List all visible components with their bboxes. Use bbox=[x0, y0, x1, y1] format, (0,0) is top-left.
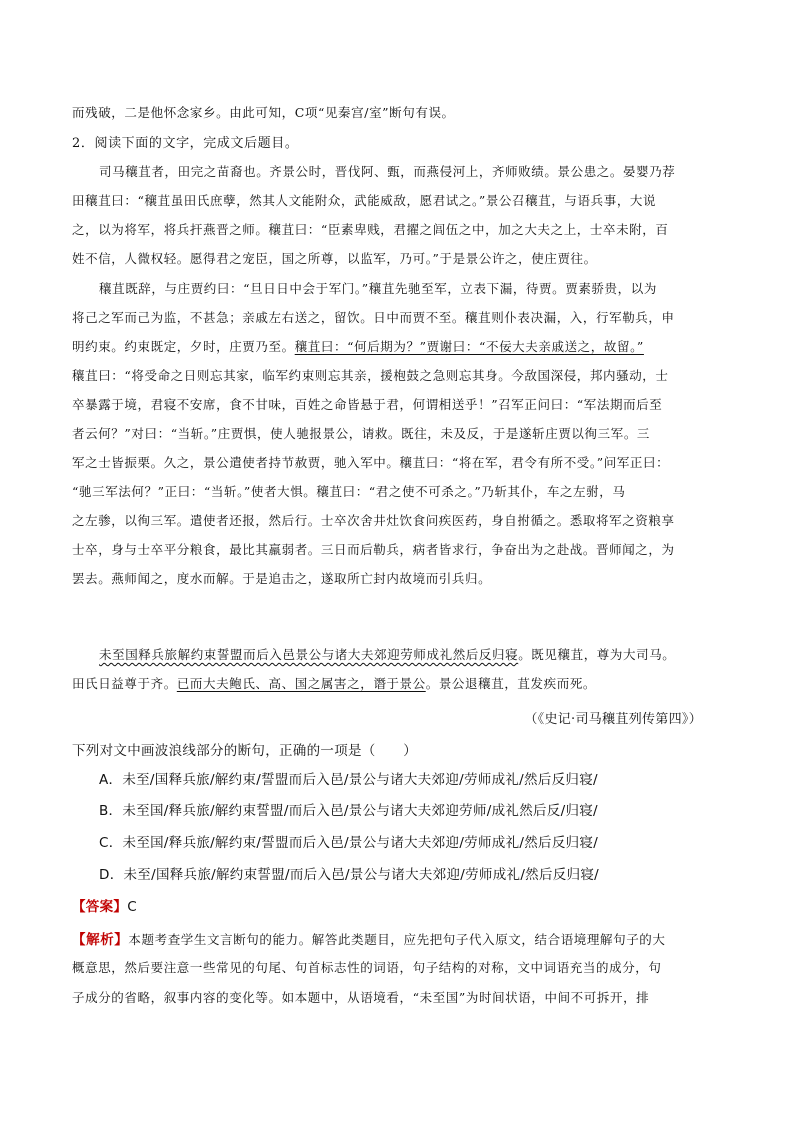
passage-p3-line-6: 之左骖，以徇三军。遣使者还报，然后行。士卒次舍井灶饮食问疾医药，身自拊循之。悉取将军之资粮享 bbox=[72, 513, 675, 528]
passage-p1-line-3: 之，以为将军，将兵扞燕晋之师。穰苴曰：“臣素卑贱，君擢之闾伍之中，加之大夫之上，士卒未附，百 bbox=[72, 222, 669, 237]
passage-p1-line-1: 司马穰苴者，田完之苗裔也。齐景公时，晋伐阿、甄，而燕侵河上，齐师败绩。景公患之。晏婴乃荐 bbox=[99, 164, 676, 179]
analysis-first-line: 本题考查学生文言断句的能力。解答此类题目，应先把句子代入原文，结合语境理解句子的大 bbox=[128, 932, 666, 947]
underlined-sentence: 已而大夫鲍氏、高、国之属害之，谮于景公 bbox=[176, 676, 426, 691]
analysis-line-3: 子成分的省略，叙事内容的变化等。如本题中，从语境看，“未至国”为时间状语，中间不可拆开，排 bbox=[72, 990, 650, 1005]
continuation-text: 而残破，二是他怀念家乡。由此可知，C项“见秦宫/室”断句有误。 bbox=[72, 105, 455, 120]
option-d: D．未至/国释兵旅/解约束誓盟/而后入邑/景公与诸大夫郊迎/劳师成礼/然后反归寝/ bbox=[99, 867, 600, 883]
answer-label: 【答案】 bbox=[72, 899, 128, 915]
answer-value: C bbox=[127, 899, 137, 915]
passage-p4-line-1-tail: 。既见穰苴，尊为大司马。 bbox=[518, 647, 676, 662]
passage-p2-line-3-text: 明约束。约束既定，夕时，庄贾乃至。 bbox=[72, 339, 295, 354]
option-c: C．未至国/释兵旅/解约束/誓盟而后入邑/景公与诸大夫郊迎/劳师成礼/然后反归寝/ bbox=[99, 835, 599, 851]
passage-p4-line-2-head: 田氏日益尊于齐。 bbox=[72, 676, 177, 691]
passage-p2-line-1: 穰苴既辞，与庄贾约曰：“旦日日中会于军门。”穰苴先驰至军，立表下漏，待贾。贾素骄贵，以为 bbox=[99, 281, 657, 296]
analysis-line-2: 概意思，然后要注意一些常见的句尾、句首标志性的词语，句子结构的对称，文中词语充当的成分，句 bbox=[72, 960, 662, 975]
passage-p3-line-8: 罢去。燕师闻之，度水而解。于是追击之，遂取所亡封内故境而引兵归。 bbox=[72, 571, 492, 586]
passage-p2-line-2: 将己之军而己为监，不甚急；亲戚左右送之，留饮。日中而贾不至。穰苴则仆表决漏，入，行军勒兵，申 bbox=[72, 310, 675, 325]
passage-source: （《史记·司马穰苴列传第四》） bbox=[524, 712, 702, 727]
question-stem: 下列对文中画波浪线部分的断句，正确的一项是（ ） bbox=[72, 743, 417, 759]
question-heading: 2．阅读下面的文字，完成文后题目。 bbox=[72, 136, 299, 151]
option-b: B．未至国/释兵旅/解约束誓盟/而后入邑/景公与诸大夫郊迎劳师/成礼然后反/归寝/ bbox=[99, 803, 598, 819]
passage-p4-line-1 bbox=[99, 645, 675, 663]
passage-p3-line-3: 者云何？”对曰：“当斩。”庄贾惧，使人驰报景公，请救。既往，未及反，于是遂斩庄贾以徇三军。三 bbox=[72, 426, 651, 441]
passage-p3-line-2: 卒暴露于境，君寝不安席，食不甘味，百姓之命皆悬于君，何谓相送乎！”召军正问曰：“军法期而后至 bbox=[72, 397, 663, 412]
passage-p3-line-7: 士卒，身与士卒平分粮食，最比其羸弱者。三日而后勒兵，病者皆求行，争奋出为之赴战。晋师闻之，为 bbox=[72, 542, 675, 557]
underlined-dialogue: 穰苴曰：“何后期为？”贾谢曰：“不佞大夫亲戚送之，故留。” bbox=[294, 339, 644, 354]
wavy-underlined-segment: 未至国释兵旅解约束誓盟而后入邑景公与诸大夫郊迎劳师成礼然后反归寝 bbox=[99, 647, 519, 662]
passage-p3-line-4: 军之士皆振栗。久之，景公遣使者持节赦贾，驰入军中。穰苴曰：“将在军，君令有所不受。”问军正曰： bbox=[72, 455, 670, 470]
passage-p1-line-4: 姓不信，人微权轻。愿得君之宠臣，国之所尊，以监军，乃可。”于是景公许之，使庄贾往。 bbox=[72, 251, 597, 266]
analysis-label: 【解析】 bbox=[72, 932, 129, 948]
answer-line bbox=[72, 895, 137, 915]
passage-p3-line-5: “驰三军法何？”正曰：“当斩。”使者大惧。穰苴曰：“君之使不可杀之。”乃斩其仆，车之左驸，马 bbox=[72, 484, 626, 499]
passage-p3-line-1: 穰苴曰：“将受命之日则忘其家，临军约束则忘其亲，援枹鼓之急则忘其身。今敌国深侵，邦内骚动，士 bbox=[72, 368, 669, 383]
passage-p4-line-2-tail: 。景公退穰苴，苴发疾而死。 bbox=[425, 676, 597, 691]
passage-p1-line-2: 田穰苴曰：“穰苴虽田氏庶孽，然其人文能附众，武能威敌，愿君试之。”景公召穰苴，与语兵事，大说 bbox=[72, 193, 657, 208]
passage-p2-line-3 bbox=[72, 337, 644, 355]
option-a: A．未至/国释兵旅/解约束/誓盟而后入邑/景公与诸大夫郊迎/劳师成礼/然后反归寝/ bbox=[99, 772, 598, 788]
analysis-line-1 bbox=[72, 928, 666, 948]
passage-p4-line-2 bbox=[72, 674, 596, 692]
